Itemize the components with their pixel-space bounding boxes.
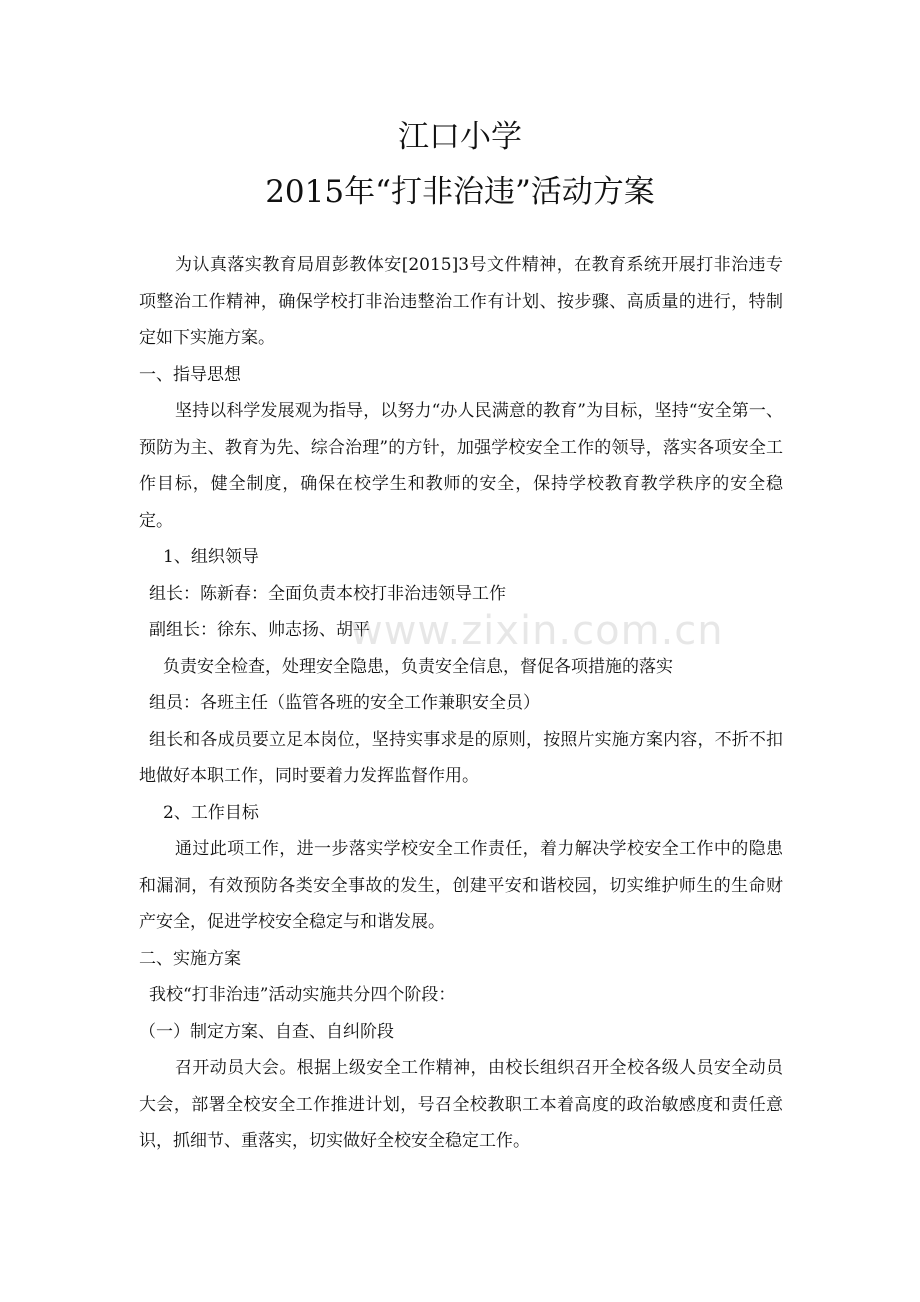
- responsibility-paragraph: 组长和各成员要立足本岗位，坚持实事求是的原则，按照片实施方案内容，不折不扣地做好本职工作，同时要着力发挥监督作用。: [139, 729, 783, 786]
- document-title-plan: 2015年“打非治违”活动方案: [265, 174, 655, 210]
- watermark-text: www.zixin.com.cn: [350, 608, 724, 654]
- stage-one-heading: （一）制定方案、自查、自纠阶段: [139, 1021, 394, 1042]
- stage-one-paragraph: 召开动员大会。根据上级安全工作精神，由校长组织召开全校各级人员安全动员大会，部署全校安全工作推进计划，号召全校教职工本着高度的政治敏感度和责任意识，抓细节、重落实，切实做好全校安全稳定工作。: [139, 1058, 783, 1151]
- document-title-school: 江口小学: [398, 119, 522, 155]
- section-heading-implementation: 二、实施方案: [139, 948, 241, 969]
- stages-intro-line: 我校“打非治违”活动实施共分四个阶段：: [149, 985, 456, 1005]
- document-body: [139, 247, 783, 1160]
- members-line: 组员：各班主任（监管各班的安全工作兼职安全员）: [149, 693, 540, 713]
- subheading-organization: 1、组织领导: [163, 547, 259, 567]
- guiding-thought-paragraph: 坚持以科学发展观为指导，以努力“办人民满意的教育”为目标，坚持“安全第一、预防为主、教育为先、综合治理”的方针，加强学校安全工作的领导，落实各项安全工作目标，健全制度，确保在校学生和教师的安全，保持学校教育教学秩序的安全稳定。: [139, 401, 783, 531]
- deputy-duties-line: 负责安全检查，处理安全隐患，负责安全信息，督促各项措施的落实: [163, 656, 673, 677]
- subheading-work-goal: 2、工作目标: [163, 802, 259, 823]
- deputy-leader-line: 副组长：徐东、帅志扬、胡平: [149, 620, 370, 640]
- intro-paragraph: 为认真落实教育局眉彭教体安[2015]3号文件精神，在教育系统开展打非治违专项整治工作精神，确保学校打非治违整治工作有计划、按步骤、高质量的进行，特制定如下实施方案。: [139, 255, 783, 348]
- team-leader-line: 组长：陈新春：全面负责本校打非治违领导工作: [149, 583, 506, 604]
- section-heading-guiding-thought: 一、指导思想: [139, 364, 241, 385]
- work-goal-paragraph: 通过此项工作，进一步落实学校安全工作责任，着力解决学校安全工作中的隐患和漏洞，有效预防各类安全事故的发生，创建平安和谐校园，切实维护师生的生命财产安全，促进学校安全稳定与和谐发展。: [139, 839, 783, 932]
